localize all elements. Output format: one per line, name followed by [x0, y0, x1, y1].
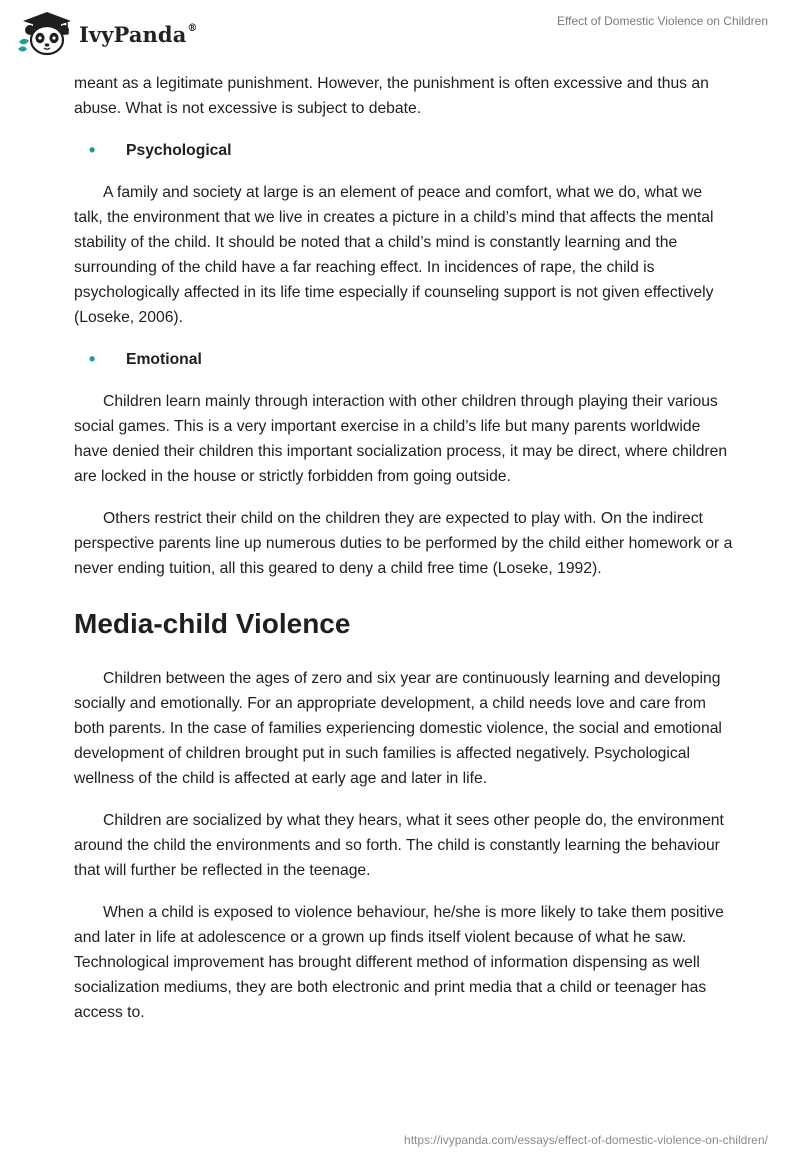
brand-name: IvyPanda®: [79, 21, 198, 47]
source-url[interactable]: https://ivypanda.com/essays/effect-of-domestic-violence-on-children/: [404, 1133, 768, 1147]
bullet-dot-icon: •: [89, 349, 96, 369]
paragraph: Children between the ages of zero and six year are continuously learning and developing socially and emotionally. For an appropriate development, a child needs love and care from both parents. In the case of families experiencing domestic violence, the social and emotional development of children brought put in such families is affected negatively. Psychological wellness of the child is affected at early age and later in life.: [74, 670, 722, 787]
essay-content: [74, 71, 734, 1042]
panda-graduate-icon: [15, 8, 75, 56]
paragraph: When a child is exposed to violence behaviour, he/she is more likely to take them positive and later in life at adolescence or a grown up finds itself violent because of what he saw. Technological improvement has brought different method of information dispensing as well socialization mediums, they are both electronic and print media that a child or teenager has access to.: [74, 904, 724, 1021]
document-title: Effect of Domestic Violence on Children: [556, 14, 768, 28]
paragraph: Others restrict their child on the children they are expected to play with. On the indirect perspective parents line up numerous duties to be performed by the child either homework or a never ending tuition, all this geared to deny a child free time (Loseke, 1992).: [74, 510, 733, 577]
bullet-item-psychological: [74, 138, 734, 163]
bullet-label: Emotional: [126, 351, 202, 368]
paragraph: Children are socialized by what they hears, what it sees other people do, the environment around the child the environments and so forth. The child is constantly learning the behaviour that will further be reflected in the teenage.: [74, 812, 724, 879]
paragraph: Children learn mainly through interaction with other children through playing their various social games. This is a very important exercise in a child’s life but many parents worldwide have denied their children this important socialization process, it may be direct, where children are locked in the house or strictly forbidden from going outside.: [74, 393, 728, 485]
ivypanda-logo[interactable]: [15, 8, 198, 56]
bullet-item-emotional: [74, 347, 734, 372]
bullet-label: Psychological: [126, 142, 232, 159]
paragraph: meant as a legitimate punishment. However, the punishment is often excessive and thus an abuse. What is not excessive is subject to debate.: [74, 75, 709, 117]
paragraph: A family and society at large is an element of peace and comfort, what we do, what we talk, the environment that we live in creates a picture in a child’s mind that affects the mental stability of the child. It should be noted that a child’s mind is constantly learning and the surrounding of the child have a far reaching effect. In incidences of rape, the child is psychologically affected in its life time especially if counseling support is not given effectively (Loseke, 2006).: [74, 184, 714, 326]
bullet-dot-icon: •: [89, 140, 96, 160]
section-heading: Media-child Violence: [74, 608, 351, 639]
page-header: [0, 0, 800, 64]
